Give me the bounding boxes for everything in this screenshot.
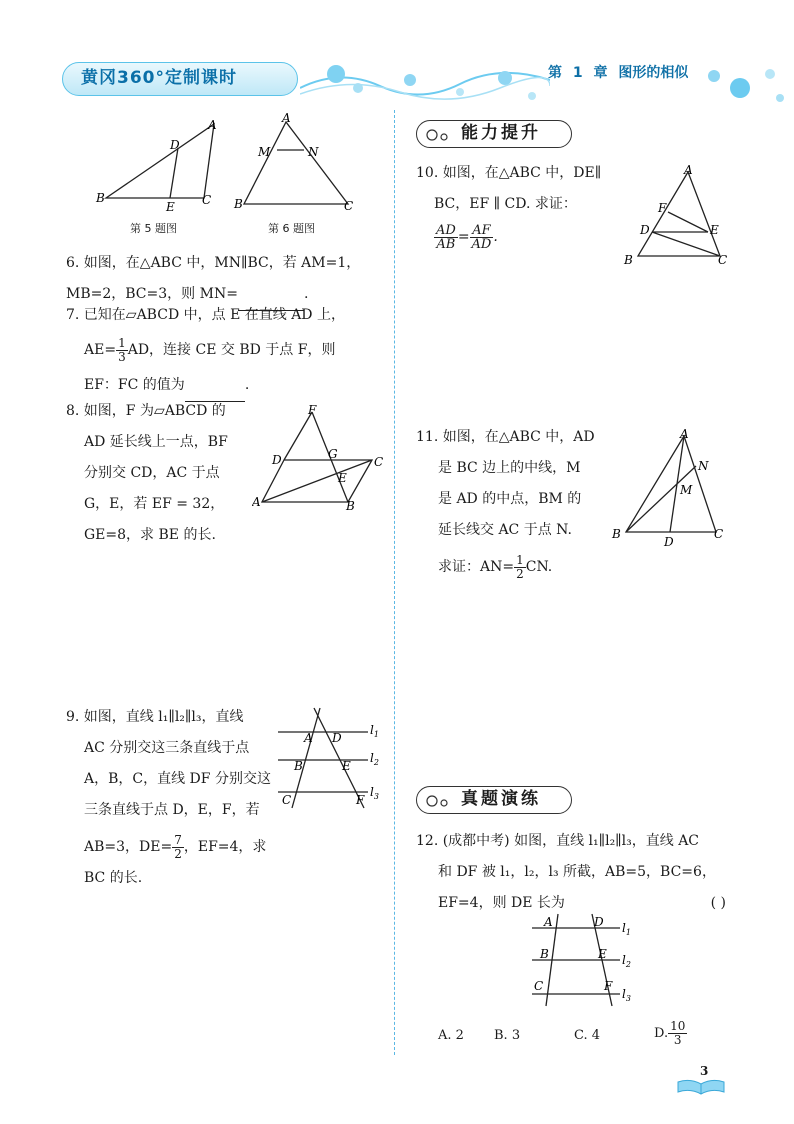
chapter-title: 第 1 章 图形的相似 xyxy=(548,65,689,81)
label-D: D xyxy=(332,731,342,745)
label-F: F xyxy=(604,979,613,993)
label-C: C xyxy=(202,193,212,207)
fig6-caption: 第 6 题图 xyxy=(268,222,315,235)
book-icon xyxy=(676,1076,726,1096)
figure-8 xyxy=(252,402,386,514)
label-l2: $l_2$ xyxy=(622,953,631,969)
label-A: A xyxy=(282,111,291,125)
figure-10 xyxy=(620,160,732,268)
label-B: B xyxy=(540,947,549,961)
label-N: N xyxy=(698,459,709,473)
label-C: C xyxy=(282,793,292,807)
label-A: A xyxy=(680,427,689,441)
label-A: A xyxy=(208,118,217,132)
question-8: 8. 如图，F 为▱ABCD 的 AD 延长线上一点，BF 分别交 CD，AC 于点 G，E，若 EF = 32， GE=8，求 BE 的长. xyxy=(66,403,228,543)
section-real: 真题演练 xyxy=(416,786,572,814)
label-B: B xyxy=(294,759,303,773)
figure-6 xyxy=(232,110,364,214)
label-B: B xyxy=(96,191,105,205)
page-number: 3 xyxy=(700,1064,709,1078)
label-B: B xyxy=(612,527,621,541)
question-7: 7. 已知在▱ABCD 中，点 E 在直线 AD 上， AE= $\frac{1}{3}$ AD，连接 CE 交 BD 于点 F，则 EF：FC 的值为 . xyxy=(66,300,386,402)
question-11: 11. 如图，在△ABC 中，AD 是 BC 边上的中线，M 是 AD 的中点，BM 的 延长线交 AC 于点 N. 求证：AN= $\frac{1}{2}$ CN. xyxy=(416,429,595,581)
column-divider xyxy=(394,110,395,1055)
label-B: B xyxy=(346,499,355,513)
label-C: C xyxy=(344,199,354,213)
label-C: C xyxy=(534,979,544,993)
label-F: F xyxy=(308,403,317,417)
label-l3: $l_3$ xyxy=(622,987,631,1003)
label-C: C xyxy=(374,455,384,469)
fig5-caption: 第 5 题图 xyxy=(130,222,177,235)
figure-12 xyxy=(528,912,640,1010)
figure-11 xyxy=(610,426,730,546)
label-A: A xyxy=(684,163,693,177)
header-brand: 黄冈360°定制课时 xyxy=(62,62,298,96)
label-l2: $l_2$ xyxy=(370,751,379,767)
label-D: D xyxy=(664,535,674,546)
label-A: A xyxy=(252,495,261,509)
figure-5 xyxy=(94,114,226,214)
label-E: E xyxy=(342,759,351,773)
label-E: E xyxy=(598,947,607,961)
label-N: N xyxy=(308,145,319,159)
label-M: M xyxy=(680,483,693,497)
label-l3: $l_3$ xyxy=(370,785,379,801)
question-12: 12. (成都中考) 如图，直线 l₁∥l₂∥l₃，直线 AC 和 DF 被 l₁，l₂，l₃ 所截，AB=5，BC=6， EF=4，则 DE 长为 ( ) xyxy=(416,833,726,911)
label-D: D xyxy=(272,453,282,467)
label-l1: $l_1$ xyxy=(622,921,631,937)
label-F: F xyxy=(658,201,667,215)
label-E: E xyxy=(166,200,175,214)
label-D: D xyxy=(640,223,650,237)
bubble-icon xyxy=(424,792,464,810)
label-M: M xyxy=(258,145,271,159)
label-E: E xyxy=(710,223,719,237)
label-A: A xyxy=(544,915,553,929)
label-C: C xyxy=(714,527,724,541)
header-wave-decoration xyxy=(300,58,550,108)
bubble-icon xyxy=(424,126,464,144)
question-9: 9. 如图，直线 l₁∥l₂∥l₃，直线 AC 分别交这三条直线于点 A，B，C，直线 DF 分别交这 三条直线于点 D，E，F，若 AB=3，DE= $\frac{7}{2}$ ，EF=4，求 BC 的长. xyxy=(66,709,271,886)
figure-9 xyxy=(276,704,386,810)
label-C: C xyxy=(718,253,728,267)
label-B: B xyxy=(234,197,243,211)
section-ability: 能力提升 xyxy=(416,120,572,148)
question-6: 6. 如图，在△ABC 中，MN∥BC，若 AM=1， MB=2，BC=3，则 MN= . xyxy=(66,248,386,311)
label-G: G xyxy=(328,447,338,461)
header-bubbles-decoration xyxy=(700,60,794,110)
label-A: A xyxy=(304,731,313,745)
choice-a: A. 2 xyxy=(438,1028,464,1043)
label-l1: $l_1$ xyxy=(370,723,379,739)
label-B: B xyxy=(624,253,633,267)
question-10: 10. 如图，在△ABC 中，DE∥ BC，EF ∥ CD. 求证： $\frac{AD}{AB}$ = $\frac{AF}{AD}$ . xyxy=(416,165,602,252)
label-D: D xyxy=(594,915,604,929)
label-D: D xyxy=(170,138,180,152)
choice-d: D. $\frac{10}{3}$ xyxy=(654,1019,686,1047)
label-F: F xyxy=(356,793,365,807)
choice-c: C. 4 xyxy=(574,1028,601,1043)
choice-b: B. 3 xyxy=(494,1028,521,1043)
label-E: E xyxy=(338,471,347,485)
